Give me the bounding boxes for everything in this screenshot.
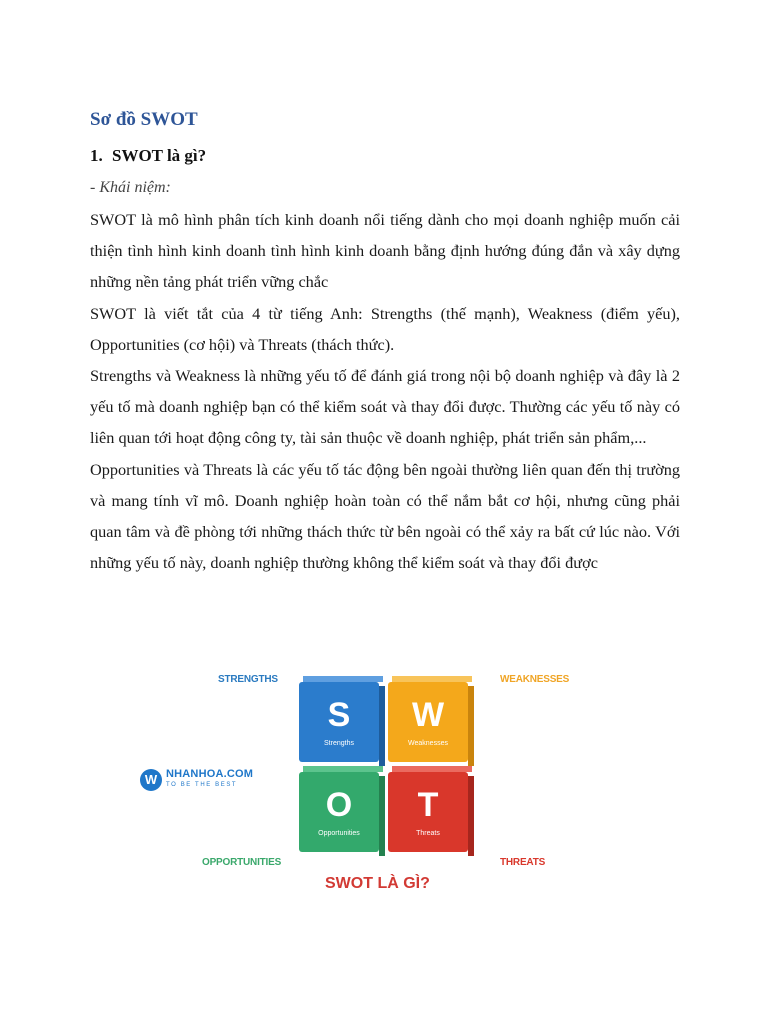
logo-name: NHANHOA.COM — [166, 768, 254, 780]
tile-letter: T — [417, 786, 439, 824]
tile-label: Threats — [416, 830, 440, 837]
page-heading: Sơ đồ SWOT — [90, 109, 198, 130]
paragraph: Opportunities và Threats là các yếu tố tác động bên ngoài thường liên quan đến thị trường và mang tính vĩ mô. Doanh nghiệp hoàn toàn có thể nắm bắt cơ hội, nhưng cũng phải quan tâm và đề phòng tới những thách thức từ bên ngoài có thể xảy ra bất cứ lúc nào. Với những yếu tố này, doanh nghiệp thường không thể kiểm soát và thay đổi được — [90, 459, 680, 573]
tile-letter: O — [325, 786, 353, 824]
paragraph: SWOT là viết tắt của 4 từ tiếng Anh: Strengths (thế mạnh), Weakness (điểm yếu), Opportunities (cơ hội) và Threats (thách thức). — [90, 303, 680, 354]
section-title: SWOT là gì? — [112, 146, 207, 165]
swot-figure — [144, 660, 600, 910]
paragraph: SWOT là mô hình phân tích kinh doanh nổi tiếng dành cho mọi doanh nghiệp muốn cải thiện tình hình kinh doanh tình hình kinh doanh bằng định hướng đúng đắn và xây dựng những nền tảng phát triển vững chắc — [90, 210, 680, 292]
opportunities-tile — [299, 772, 379, 852]
logo-tagline: TO BE THE BEST — [166, 782, 238, 788]
opportunities-corner-label: OPPORTUNITIES — [202, 857, 282, 868]
logo-mark: W — [140, 769, 162, 791]
threats-corner-label: THREATS — [500, 857, 546, 868]
strengths-corner-label: STRENGTHS — [218, 674, 278, 685]
weaknesses-tile — [388, 682, 468, 762]
section-number: 1. — [90, 146, 103, 165]
concept-label: - Khái niệm: — [90, 179, 171, 196]
weaknesses-corner-label: WEAKNESSES — [500, 674, 570, 685]
section-heading — [90, 146, 206, 166]
nhanhoa-logo — [140, 768, 260, 794]
strengths-tile — [299, 682, 379, 762]
tile-label: Strengths — [324, 740, 354, 747]
tile-letter: W — [411, 696, 445, 734]
tile-label: Opportunities — [318, 830, 360, 837]
body-text — [90, 204, 680, 578]
threats-tile — [388, 772, 468, 852]
tile-letter: S — [327, 696, 351, 734]
tile-label: Weaknesses — [408, 740, 448, 747]
paragraph: Strengths và Weakness là những yếu tố để đánh giá trong nội bộ doanh nghiệp và đây là 2 yếu tố mà doanh nghiệp bạn có thể kiểm soát và thay đổi được. Thường các yếu tố này có liên quan tới hoạt động công ty, tài sản thuộc về doanh nghiệp, phát triển sản phẩm,... — [90, 366, 680, 448]
figure-caption: SWOT LÀ GÌ? — [325, 875, 430, 892]
